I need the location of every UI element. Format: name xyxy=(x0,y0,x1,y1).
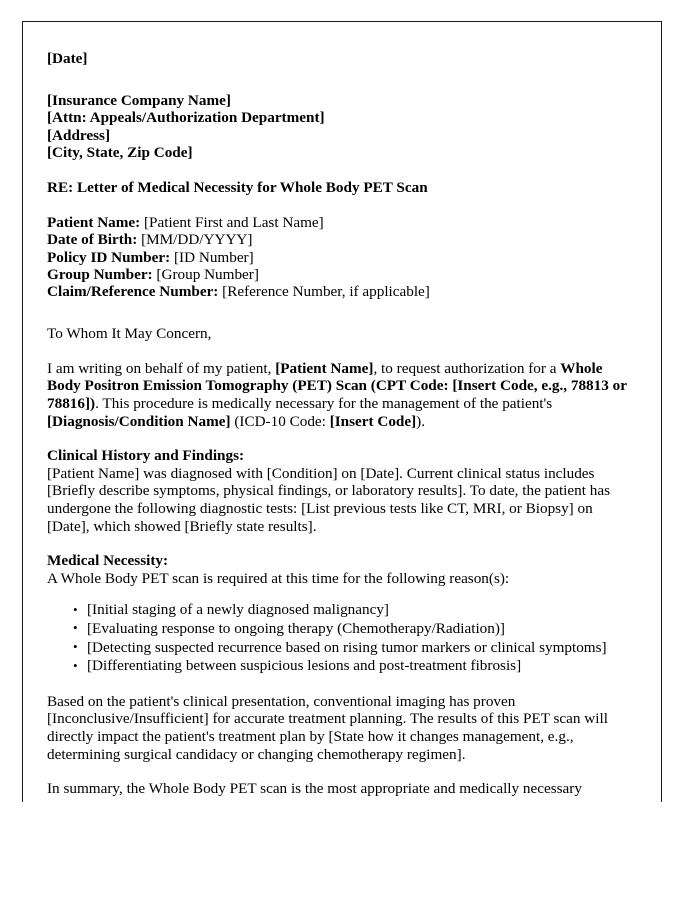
list-item-label: [Evaluating response to ongoing therapy (Chemotherapy/Radiation)] xyxy=(87,619,505,637)
medical-necessity-heading: Medical Necessity: xyxy=(47,552,169,570)
salutation: To Whom It May Concern, xyxy=(47,325,212,343)
list-item xyxy=(47,639,632,657)
bullet-icon: • xyxy=(73,657,78,673)
recipient-block xyxy=(47,92,632,161)
patient-info-value: [Patient First and Last Name] xyxy=(144,214,324,232)
recipient-attn: [Attn: Appeals/Authorization Department] xyxy=(47,109,325,127)
spacer xyxy=(47,300,632,325)
recipient-city-state-zip: [City, State, Zip Code] xyxy=(47,143,193,161)
opening-patient-name: [Patient Name] xyxy=(275,359,374,377)
medical-necessity-reasons xyxy=(47,601,632,674)
list-item-label: [Initial staging of a newly diagnosed malignancy] xyxy=(87,601,389,619)
patient-info-value: [MM/DD/YYYY] xyxy=(141,231,253,249)
patient-info-label: Group Number: xyxy=(47,265,153,283)
spacer xyxy=(47,763,632,780)
bullet-icon: • xyxy=(73,620,78,636)
opening-seg-5: . This procedure is medically necessary for the management of the patient's xyxy=(95,395,553,413)
summary-paragraph: In summary, the Whole Body PET scan is the most appropriate and medically necessary xyxy=(47,780,582,798)
opening-seg-9: ). xyxy=(416,412,426,430)
document-page xyxy=(22,21,662,802)
list-item xyxy=(47,601,632,619)
spacer xyxy=(47,430,632,447)
clinical-history-heading: Clinical History and Findings: xyxy=(47,447,245,465)
patient-info-row xyxy=(47,214,632,231)
list-item xyxy=(47,657,632,675)
recipient-company: [Insurance Company Name] xyxy=(47,92,231,110)
patient-info-row xyxy=(47,266,632,283)
patient-info-value: [ID Number] xyxy=(173,248,254,266)
patient-info-label: Policy ID Number: xyxy=(47,248,171,266)
patient-info-row xyxy=(47,231,632,248)
closing-paragraph: Based on the patient's clinical presentation, conventional imaging has proven [Inconclusive/Insufficient] for accurate treatment planning. The results of this PET scan will directly impact the patient's treatment plan by [State how it changes management, e.g., determining surgical candidacy or changing chemotherapy regimen]. xyxy=(47,692,608,763)
patient-info-row xyxy=(47,283,632,300)
patient-info-row xyxy=(47,249,632,266)
list-item-label: [Differentiating between suspicious lesions and post-treatment fibrosis] xyxy=(87,657,522,675)
document-body xyxy=(47,50,632,798)
opening-diagnosis: [Diagnosis/Condition Name] xyxy=(47,412,231,430)
bullet-icon: • xyxy=(73,639,78,655)
medical-necessity-intro: A Whole Body PET scan is required at this time for the following reason(s): xyxy=(47,569,510,587)
list-item xyxy=(47,620,632,638)
patient-info-label: Claim/Reference Number: xyxy=(47,283,219,301)
list-item-label: [Detecting suspected recurrence based on rising tumor markers or clinical symptoms] xyxy=(87,638,607,656)
clinical-history-body: [Patient Name] was diagnosed with [Condition] on [Date]. Current clinical status includes [Briefly describe symptoms, physical findings, or laboratory results]. To date, the patient has undergone the following diagnostic tests: [List previous tests like CT, MRI, or Biopsy] on [Date], which showed [Briefly state results]. xyxy=(47,464,610,535)
opening-seg-1: I am writing on behalf of my patient, xyxy=(47,359,276,377)
patient-info-value: [Group Number] xyxy=(156,265,259,283)
recipient-address: [Address] xyxy=(47,126,111,144)
spacer xyxy=(47,67,632,92)
spacer xyxy=(47,161,632,179)
bullet-icon: • xyxy=(73,601,78,617)
spacer xyxy=(47,676,632,693)
spacer xyxy=(47,535,632,552)
opening-icd-code: [Insert Code] xyxy=(329,412,417,430)
opening-seg-3: , to request authorization for a xyxy=(373,359,561,377)
patient-info-value: [Reference Number, if applicable] xyxy=(222,283,430,301)
opening-paragraph xyxy=(47,360,632,430)
opening-seg-7: (ICD-10 Code: xyxy=(230,412,330,430)
date-line: [Date] xyxy=(47,50,88,67)
opening-procedure-cpt: Whole Body Positron Emission Tomography (PET) Scan (CPT Code: [Insert Code, e.g., 78813 or 78816]) xyxy=(47,359,627,413)
patient-info-label: Date of Birth: xyxy=(47,231,138,249)
patient-info-block xyxy=(47,214,632,300)
patient-info-label: Patient Name: xyxy=(47,214,141,232)
spacer xyxy=(47,343,632,360)
subject-line: RE: Letter of Medical Necessity for Whole Body PET Scan xyxy=(47,179,428,197)
spacer xyxy=(47,196,632,214)
